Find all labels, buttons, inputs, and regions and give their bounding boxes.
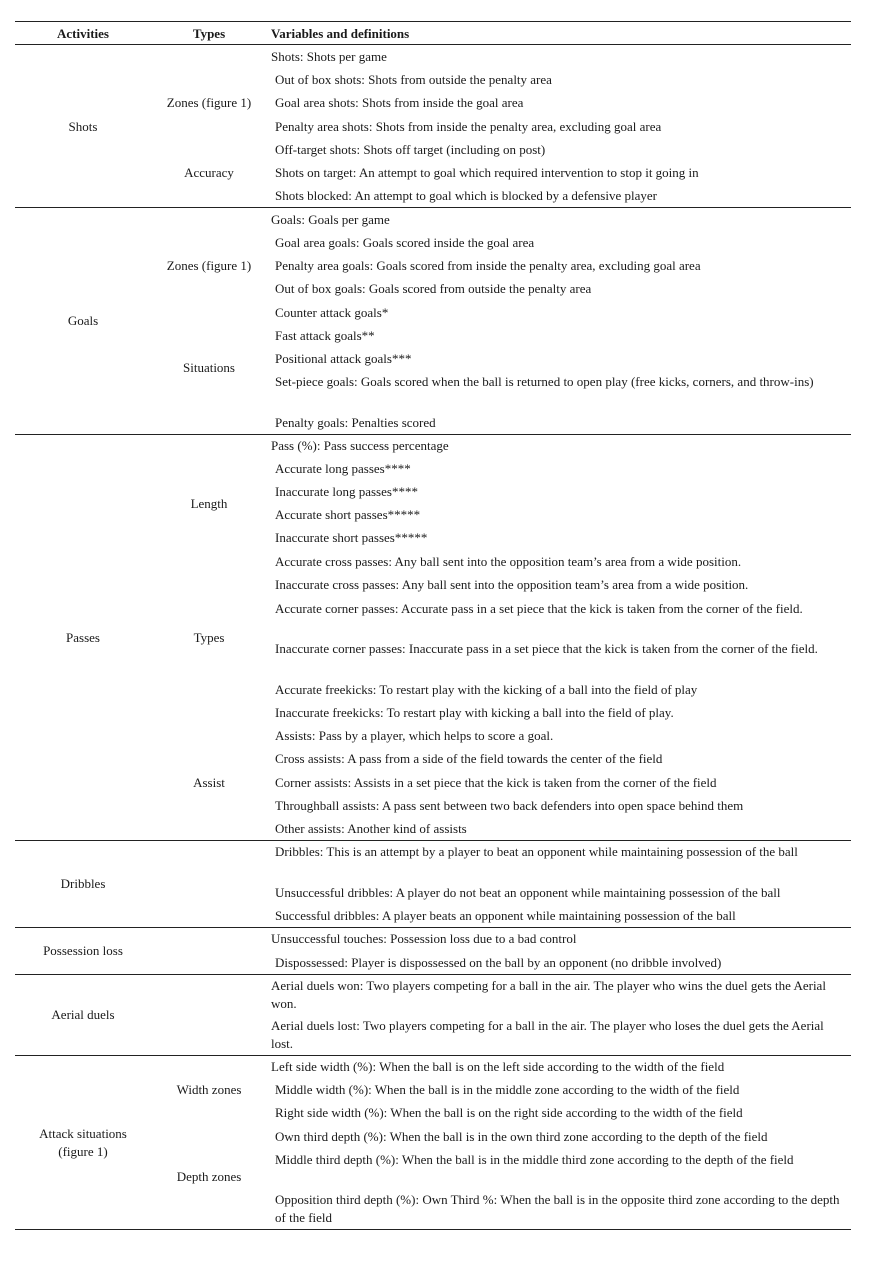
- variable-item: Inaccurate long passes****: [275, 484, 418, 499]
- header-activities: Activities: [57, 26, 109, 41]
- variable-item: Opposition third depth (%): Own Third %: When the ball is in the opposite third zone according to the depth of the field: [275, 1192, 840, 1225]
- section-rule: [15, 840, 851, 841]
- variable-item: Accurate short passes*****: [275, 507, 421, 522]
- variable-item: Pass (%): Pass success percentage: [271, 438, 449, 453]
- variable-item: Out of box shots: Shots from outside the penalty area: [275, 72, 552, 87]
- variable-item: Assists: Pass by a player, which helps to score a goal.: [275, 728, 554, 743]
- type-label: Depth zones: [176, 1169, 242, 1184]
- variable-item: Unsuccessful touches: Possession loss due to a bad control: [271, 931, 577, 946]
- variable-item: Corner assists: Assists in a set piece that the kick is taken from the corner of the field: [275, 775, 717, 790]
- type-label: Zones (figure 1): [166, 95, 252, 110]
- type-label: Width zones: [176, 1082, 242, 1097]
- variable-item: Goal area shots: Shots from inside the goal area: [275, 95, 524, 110]
- activity-label: (figure 1): [58, 1144, 108, 1159]
- variable-item: Middle third depth (%): When the ball is in the middle third zone according to the depth of the field: [275, 1152, 794, 1167]
- variable-item: Throughball assists: A pass sent between two back defenders into open space behind them: [275, 798, 744, 813]
- variable-item: Middle width (%): When the ball is in the middle zone according to the width of the field: [275, 1082, 740, 1097]
- variable-item: Fast attack goals**: [275, 328, 375, 343]
- section-rule: [15, 974, 851, 975]
- type-label: Assist: [193, 775, 225, 790]
- variable-item: Aerial duels lost: Two players competing for a ball in the air. The player who loses the duel gets the Aerial lost.: [271, 1018, 824, 1051]
- variable-item: Shots blocked: An attempt to goal which is blocked by a defensive player: [275, 188, 657, 203]
- variable-item: Cross assists: A pass from a side of the field towards the center of the field: [275, 751, 663, 766]
- activity-aerial-duels: Aerial duels: [51, 1007, 115, 1022]
- section-rule: [15, 1055, 851, 1056]
- section-rule: [15, 927, 851, 928]
- type-label: Length: [190, 496, 228, 511]
- variable-item: Dispossessed: Player is dispossessed on the ball by an opponent (no dribble involved): [275, 955, 722, 970]
- type-label: Accuracy: [184, 165, 234, 180]
- variable-item: Off-target shots: Shots off target (including on post): [275, 142, 546, 157]
- type-label: Zones (figure 1): [166, 258, 252, 273]
- section-rule: [15, 434, 851, 435]
- variable-item: Shots: Shots per game: [271, 49, 387, 64]
- variable-item: Shots on target: An attempt to goal which required intervention to stop it going in: [275, 165, 699, 180]
- type-label: Situations: [182, 360, 235, 375]
- variable-item: Successful dribbles: A player beats an opponent while maintaining possession of the ball: [275, 908, 736, 923]
- activity-shots: Shots: [68, 119, 98, 134]
- variable-item: Other assists: Another kind of assists: [275, 821, 467, 836]
- activity-dribbles: Dribbles: [60, 876, 106, 891]
- variable-item: Accurate freekicks: To restart play with the kicking of a ball into the field of play: [275, 682, 698, 697]
- variable-item: Unsuccessful dribbles: A player do not beat an opponent while maintaining possession of the ball: [275, 885, 781, 900]
- variable-item: Goal area goals: Goals scored inside the goal area: [275, 235, 535, 250]
- variable-item: Inaccurate freekicks: To restart play with kicking a ball into the field of play.: [275, 705, 674, 720]
- variable-item: Aerial duels won: Two players competing for a ball in the air. The player who wins the duel gets the Aerial won.: [271, 978, 826, 1011]
- variable-item: Accurate cross passes: Any ball sent into the opposition team’s area from a wide position.: [275, 554, 742, 569]
- variable-item: Positional attack goals***: [275, 351, 412, 366]
- table-top-rule: [15, 21, 851, 22]
- variable-item: Own third depth (%): When the ball is in the own third zone according to the depth of the field: [275, 1129, 768, 1144]
- header-rule: [15, 44, 851, 45]
- variable-item: Set-piece goals: Goals scored when the ball is returned to open play (free kicks, corners, and throw-ins): [275, 374, 814, 389]
- header-types: Types: [192, 26, 226, 41]
- activity-possession-loss: Possession loss: [43, 943, 123, 958]
- variable-item: Penalty goals: Penalties scored: [275, 415, 436, 430]
- activity-goals: Goals: [67, 313, 99, 328]
- activity-label: Attack situations: [39, 1126, 127, 1141]
- section-rule: [15, 207, 851, 208]
- variable-item: Inaccurate short passes*****: [275, 530, 428, 545]
- variable-item: Right side width (%): When the ball is on the right side according to the width of the field: [275, 1105, 743, 1120]
- variable-item: Penalty area shots: Shots from inside the penalty area, excluding goal area: [275, 119, 662, 134]
- variable-item: Accurate corner passes: Accurate pass in a set piece that the kick is taken from the corner of the field.: [275, 601, 803, 616]
- variable-item: Inaccurate corner passes: Inaccurate pass in a set piece that the kick is taken from the corner of the field.: [275, 641, 818, 656]
- variable-item: Inaccurate cross passes: Any ball sent into the opposition team’s area from a wide position.: [275, 577, 749, 592]
- variable-item: Out of box goals: Goals scored from outside the penalty area: [275, 281, 592, 296]
- activity-attack-situations: [15, 1125, 151, 1161]
- table-bottom-rule: [15, 1229, 851, 1230]
- variable-item: Goals: Goals per game: [271, 212, 390, 227]
- variable-item: Dribbles: This is an attempt by a player to beat an opponent while maintaining possession of the ball: [275, 844, 798, 859]
- variable-item: Left side width (%): When the ball is on the left side according to the width of the field: [271, 1059, 725, 1074]
- type-label: Types: [193, 630, 225, 645]
- header-variables: Variables and definitions: [271, 26, 410, 41]
- activity-passes: Passes: [66, 630, 100, 645]
- variable-item: Accurate long passes****: [275, 461, 411, 476]
- variable-item: Counter attack goals*: [275, 305, 389, 320]
- variable-item: Penalty area goals: Goals scored from inside the penalty area, excluding goal area: [275, 258, 701, 273]
